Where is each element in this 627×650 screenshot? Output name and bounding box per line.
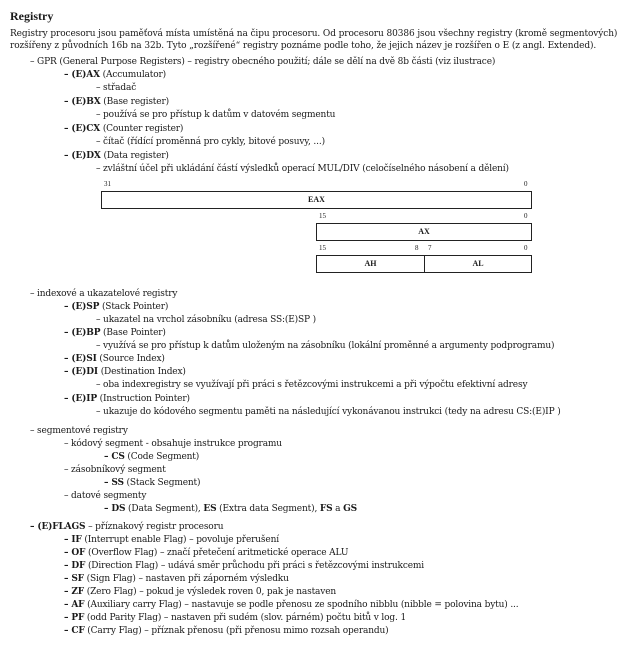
index-detail-esp: – ukazatel na vrchol zásobníku (adresa SS:(E)SP ) <box>96 315 317 325</box>
gpr-detail-eax: – střadač <box>96 83 137 93</box>
gpr-detail-ebx: – používá se pro přístup k datům v datovém segmentu <box>96 110 336 120</box>
ah-bit-low: 8 <box>415 244 419 252</box>
ax-bit-high: 15 <box>319 212 326 220</box>
gpr-item-eax: – (E)AX (Accumulator) <box>64 70 167 80</box>
flag-cf: – CF (Carry Flag) – příznak přenosu (při přenosu mimo rozsah operandu) <box>64 626 389 636</box>
index-detail-ebp: – využívá se pro přístup k datům uloženým na zásobníku (lokální proměnné a argumenty podprogramu) <box>96 341 555 351</box>
flag-pf: – PF (odd Parity Flag) – nastaven při sudém (slov. párném) počtu bitů v log. 1 <box>64 613 407 623</box>
flag-if: – IF (Interrupt enable Flag) – povoluje přerušení <box>64 535 279 545</box>
index-detail-edi: – oba indexregistry se využívají při práci s řetězcovými instrukcemi a při výpočtu efektivní adresy <box>96 380 528 390</box>
segment-code: – kódový segment - obsahuje instrukce programu <box>64 439 282 449</box>
segment-ds-es-fs-gs: – DS (Data Segment), ES (Extra data Segment), FS a GS <box>104 504 357 514</box>
gpr-item-ecx: – (E)CX (Counter register) <box>64 124 184 134</box>
gpr-heading: – GPR (General Purpose Registers) – registry obecného použití; dále se dělí na dvě 8b části (viz ilustrace) <box>30 57 496 67</box>
index-detail-eip: – ukazuje do kódového segmentu paměti na následující vykonávanou instrukci (tedy na adresu CS:(E)IP ) <box>96 407 561 417</box>
segment-cs: – CS (Code Segment) <box>104 452 200 462</box>
al-bit-high: 7 <box>428 244 432 252</box>
flag-of: – OF (Overflow Flag) – značí přetečení aritmetické operace ALU <box>64 548 349 558</box>
ah-bit-high: 15 <box>319 244 326 252</box>
segment-heading: – segmentové registry <box>30 426 128 436</box>
flag-sf: – SF (Sign Flag) – nastaven při záporném výsledku <box>64 574 289 584</box>
index-item-edi: – (E)DI (Destination Index) <box>64 367 186 377</box>
segment-data: – datové segmenty <box>64 491 147 501</box>
gpr-item-ebx: – (E)BX (Base register) <box>64 97 169 107</box>
ax-bit-low: 0 <box>524 212 528 220</box>
index-item-esi: – (E)SI (Source Index) <box>64 354 165 364</box>
index-heading: – indexové a ukazatelové registry <box>30 289 178 299</box>
index-item-ebp: – (E)BP (Base Pointer) <box>64 328 166 338</box>
intro-paragraph: Registry procesoru jsou paměťová místa umístěná na čipu procesoru. Od procesoru 80386 jsou všechny registry (kromě segmentových) rozšířeny z původních 16b na 32b. Tyto „rozšířené“ registry poznáme podle toho, že jejich název je rozšířen o E (z angl. Extended). <box>10 29 618 51</box>
ax-cell: AX <box>316 223 532 241</box>
index-item-esp: – (E)SP (Stack Pointer) <box>64 302 169 312</box>
segment-stack: – zásobníkový segment <box>64 465 166 475</box>
gpr-detail-edx: – zvláštní účel při ukládání částí výsledků operací MUL/DIV (celočíselného násobení a dělení) <box>96 164 509 174</box>
gpr-item-edx: – (E)DX (Data register) <box>64 151 169 161</box>
eax-bit-high: 31 <box>104 180 111 188</box>
segment-ss: – SS (Stack Segment) <box>104 478 201 488</box>
flags-heading: – (E)FLAGS – příznakový registr procesoru <box>30 522 224 532</box>
flag-zf: – ZF (Zero Flag) – pokud je výsledek roven 0, pak je nastaven <box>64 587 337 597</box>
index-item-eip: – (E)IP (Instruction Pointer) <box>64 394 190 404</box>
eax-bit-low: 0 <box>524 180 528 188</box>
ah-cell: AH <box>316 255 425 273</box>
gpr-detail-ecx: – čítač (řídící proměnná pro cykly, bitové posuvy, ...) <box>96 137 325 147</box>
al-cell: AL <box>424 255 532 273</box>
page-title: Registry <box>10 9 54 23</box>
eax-cell: EAX <box>101 191 532 209</box>
al-bit-low: 0 <box>524 244 528 252</box>
flag-af: – AF (Auxiliary carry Flag) – nastavuje se podle přenosu ze spodního nibblu (nibble = polovina bytu) ... <box>64 600 519 610</box>
flag-df: – DF (Direction Flag) – udává směr průchodu při práci s řetězcovými instrukcemi <box>64 561 425 571</box>
